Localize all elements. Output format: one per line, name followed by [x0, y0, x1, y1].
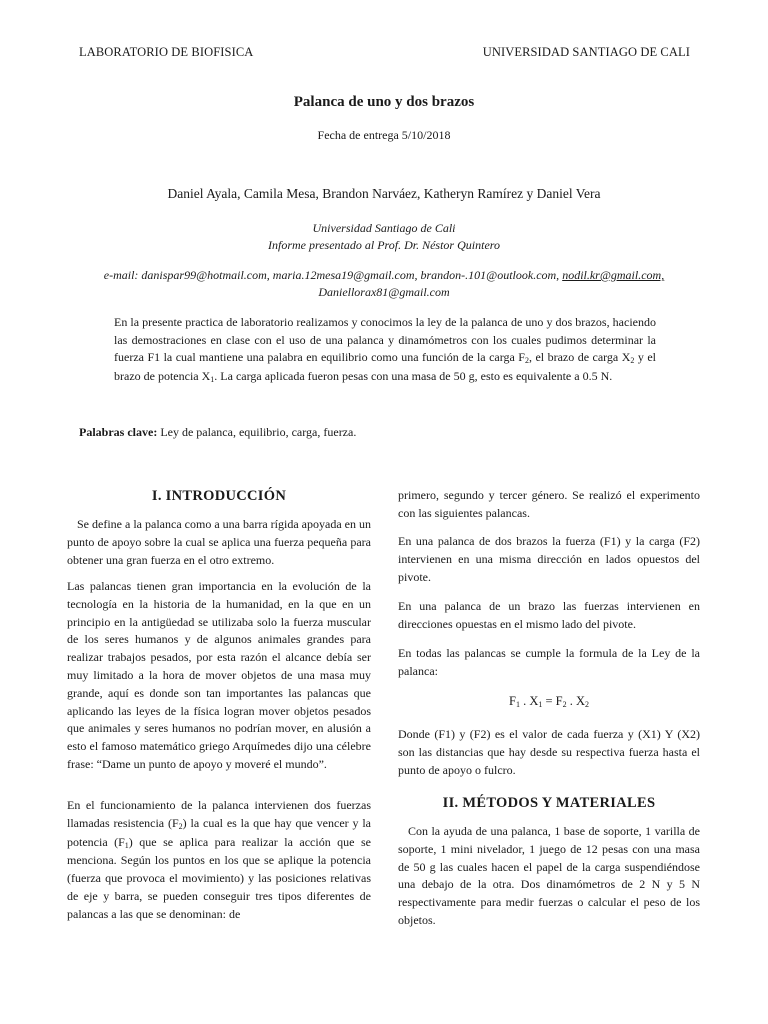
- right-paragraph-2: En una palanca de dos brazos la fuerza (F1) y la carga (F2) intervienen en una misma dirección en lados opuestos del pivote.: [398, 534, 700, 584]
- affiliation-block: [0, 220, 768, 254]
- lever-law-formula: $F_1$ . $X_1 = F_2$ . $X_2$: [508, 694, 590, 709]
- intro-paragraph-3: En el funcionamiento de la palanca intervienen dos fuerzas llamadas resistencia $(F_2)$ la cual es la que hay que vencer y la potencia $(F_1)$ que se aplica para realizar la acción que se menciona. Según los puntos en los que se aplique la potencia (fuerza que provoca el movimiento) y las posiciones relativas de eje y barra, se pueden conseguir tres tipos diferentes de palancas a las que se denominan: de: [67, 798, 371, 921]
- abstract: En la presente practica de laboratorio realizamos y conocimos la ley de la palanca de uno y dos brazos, haciendo las demostraciones en clase con el uso de una palanca y dinamómetros con los cuales pudimos determinar la fuerza F1 la cual mantiene una palabra en equilibrio como una función de la carga $F_2$, el brazo de carga $X_2$ y el brazo de potencia $X_1$. La carga aplicada fueron pesas con una masa de 50 g, esto es equivalente a 0.5 N.: [114, 315, 656, 384]
- email-block: [0, 267, 768, 301]
- right-paragraph-1: primero, segundo y tercer género. Se realizó el experimento con las siguientes palancas.: [398, 488, 700, 520]
- right-paragraph-5: Donde (F1) y (F2) es el valor de cada fuerza y (X1) Y (X2) son las distancias que hay desde su respectiva fuerza hasta el punto de apoyo o fulcro.: [398, 727, 700, 777]
- running-header-left: LABORATORIO DE BIOFISICA: [79, 45, 254, 59]
- keywords: [79, 425, 356, 440]
- due-date: Fecha de entrega 5/10/2018: [317, 128, 451, 142]
- right-paragraph-4: En todas las palancas se cumple la formula de la Ley de la palanca:: [398, 646, 700, 678]
- right-paragraph-3: En una palanca de un brazo las fuerzas intervienen en direcciones opuestas en el mismo lado del pivote.: [398, 599, 700, 631]
- author-list: Daniel Ayala, Camila Mesa, Brandon Narváez, Katheryn Ramírez y Daniel Vera: [167, 186, 601, 201]
- keywords-value: Ley de palanca, equilibrio, carga, fuerza.: [157, 425, 357, 439]
- email-link[interactable]: nodil.kr@gmail.com,: [562, 268, 665, 282]
- intro-paragraph-1: Se define a la palanca como a una barra rígida apoyada en un punto de apoyo sobre la cual se aplica una fuerza pequeña para obtener una gran fuerza en el otro extremo.: [67, 517, 371, 567]
- affiliation-university: Universidad Santiago de Cali: [312, 221, 456, 235]
- methods-paragraph-1: Con la ayuda de una palanca, 1 base de soporte, 1 varilla de soporte, 1 mini nivelador, 1 juego de 12 pesas con una masa de 50 g las cuales hacen el papel de la carga suspendiéndose una debajo de la otra. Dos dinamómetros de 2 N y 5 N respectivamente para medir fuerzas o calcular el peso de los objetos.: [398, 824, 700, 927]
- running-header-right: UNIVERSIDAD SANTIAGO DE CALI: [482, 45, 690, 59]
- email-line-1: [0, 267, 768, 284]
- email-line-2: Daniellorax81@gmail.com: [318, 285, 450, 299]
- email-list: e-mail: danispar99@hotmail.com, maria.12mesa19@gmail.com, brandon-.101@outlook.com,: [103, 268, 563, 282]
- keywords-label: Palabras clave:: [79, 425, 158, 439]
- section-title-methods: II. MÉTODOS Y MATERIALES: [442, 795, 656, 811]
- paper-title: Palanca de uno y dos brazos: [293, 94, 475, 110]
- intro-paragraph-2: Las palancas tienen gran importancia en la evolución de la tecnología en la historia de la humanidad, en la que en un principio en la antigüedad se utilizaba solo la fuerza muscular de los seres humanos y de algunos animales grandes para realizar trabajos pesados, por esta razón el alcance debía ser muy limitado a la hora de mover objetos de una masa muy grande, aquí es donde son tan importantes las palancas que aplicando las leyes de la física logran mover objetos pesados que animales y seres humanos no podrían mover, en alusión a esto el famoso matemático griego Arquímedes dijo una célebre frase: “Dame un punto de apoyo y moveré el mundo”.: [67, 579, 371, 771]
- section-title-introduction: I. INTRODUCCIÓN: [151, 488, 287, 504]
- affiliation-professor: Informe presentado al Prof. Dr. Néstor Quintero: [268, 238, 500, 252]
